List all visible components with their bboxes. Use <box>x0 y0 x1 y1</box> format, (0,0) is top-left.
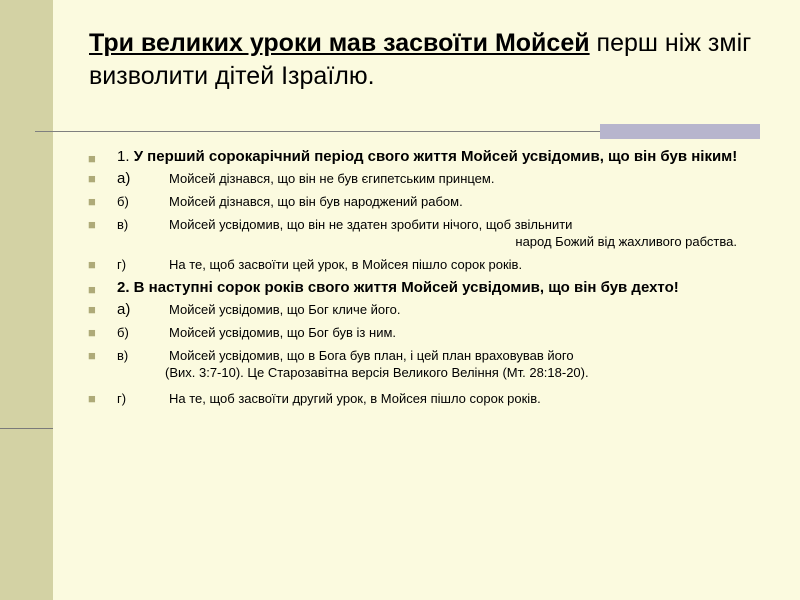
item-text-continued: народ Божий від жахливого рабства. <box>515 234 737 249</box>
lesson-1-text: У перший сорокарічний період свого життя Мойсей усвідомив, що він був ніким! <box>133 148 738 165</box>
list-item <box>88 390 768 407</box>
item-text: На те, щоб засвоїти цей урок, в Мойсея пішло сорок років. <box>169 257 523 272</box>
item-text: Мойсей дізнався, що він не був єгипетським принцем. <box>169 171 495 186</box>
item-marker: б) <box>117 194 129 209</box>
divider-accent-block <box>600 124 760 139</box>
item-marker: в) <box>117 217 129 232</box>
slide-body <box>88 146 768 407</box>
square-bullet-icon: ■ <box>88 151 96 166</box>
item-text: Мойсей усвідомив, що в Бога був план, і цей план враховував його <box>169 348 574 363</box>
item-marker: а) <box>117 301 131 318</box>
list-item <box>88 347 768 381</box>
list-item <box>88 301 768 318</box>
lesson-1-heading <box>88 146 768 167</box>
lesson-2-heading <box>88 277 768 298</box>
list-item <box>88 324 768 341</box>
square-bullet-icon: ■ <box>88 302 96 317</box>
title-highlighted: Три великих уроки мав засвоїти Мойсей <box>89 29 590 57</box>
square-bullet-icon: ■ <box>88 391 96 406</box>
square-bullet-icon: ■ <box>88 282 96 297</box>
list-item <box>88 193 768 210</box>
square-bullet-icon: ■ <box>88 217 96 232</box>
square-bullet-icon: ■ <box>88 348 96 363</box>
item-text: Мойсей дізнався, що він був народжений рабом. <box>169 194 463 209</box>
left-decorative-band <box>0 0 53 600</box>
item-marker: б) <box>117 325 129 340</box>
square-bullet-icon: ■ <box>88 171 96 186</box>
square-bullet-icon: ■ <box>88 325 96 340</box>
list-item <box>88 216 768 250</box>
slide-title <box>89 27 769 93</box>
list-item <box>88 170 768 187</box>
item-text: Мойсей усвідомив, що Бог був із ним. <box>169 325 396 340</box>
item-text: Мойсей усвідомив, що Бог кличе його. <box>169 302 401 317</box>
title-rest: перш ніж зміг визволити дітей Ізраїлю. <box>89 29 752 90</box>
item-text: На те, щоб засвоїти другий урок, в Мойсея пішло сорок років. <box>169 391 541 406</box>
item-text-continued: (Вих. 3:7-10). Це Старозавітна версія Великого Веління (Мт. 28:18-20). <box>165 365 589 380</box>
lesson-1-number: 1. <box>117 148 134 165</box>
item-marker: г) <box>117 391 127 406</box>
list-item <box>88 256 768 273</box>
item-text: Мойсей усвідомив, що він не здатен зробити нічого, щоб звільнити <box>169 217 573 232</box>
left-band-divider <box>0 428 53 429</box>
square-bullet-icon: ■ <box>88 194 96 209</box>
lesson-2-text: 2. В наступні сорок років свого життя Мойсей усвідомив, що він був дехто! <box>117 279 679 296</box>
item-marker: г) <box>117 257 127 272</box>
square-bullet-icon: ■ <box>88 257 96 272</box>
item-marker: в) <box>117 348 129 363</box>
item-marker: а) <box>117 170 131 187</box>
